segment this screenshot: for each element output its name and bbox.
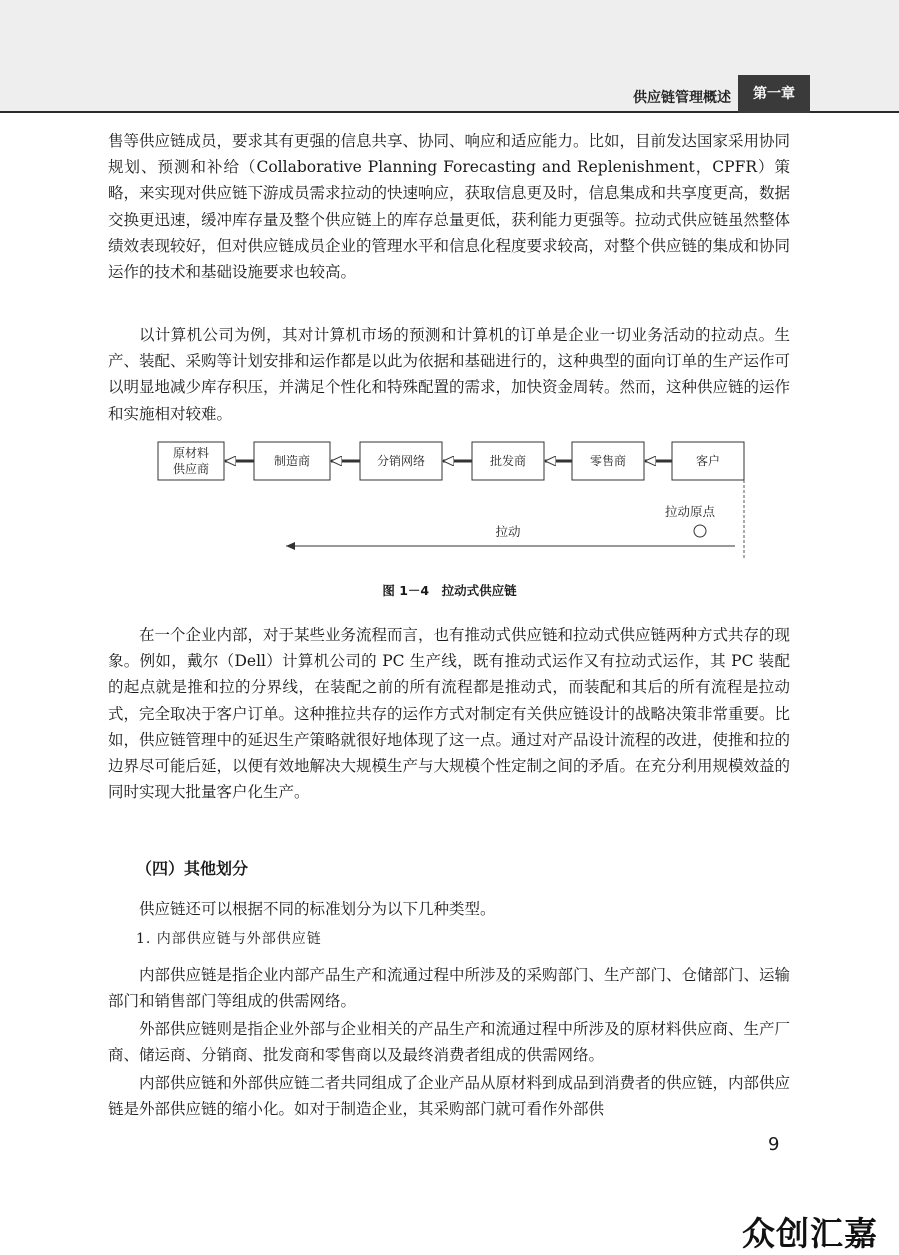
paragraph-5: 内部供应链是指企业内部产品生产和流通过程中所涉及的采购部门、生产部门、仓储部门、运输部门和销售部门等组成的供需网络。 (108, 966, 791, 1011)
pull-label: 拉动 (495, 524, 521, 539)
node-label: 原材料 (172, 446, 210, 460)
paragraph-6: 外部供应链则是指企业外部与企业相关的产品生产和流通过程中所涉及的原材料供应商、生产厂商、储运商、分销商、批发商和零售商以及最终消费者组成的供需网络。 (108, 1020, 791, 1065)
node-label: 分销网络 (376, 454, 426, 468)
node-manufacturer (254, 442, 330, 480)
node-customer (672, 442, 744, 480)
node-label: 批发商 (489, 454, 527, 468)
node-retailer (572, 442, 644, 480)
node-distribution-network (360, 442, 442, 480)
subsection-heading: 1. 内部供应链与外部供应链 (136, 931, 322, 947)
paragraph-2: 以计算机公司为例，其对计算机市场的预测和计算机的订单是企业一切业务活动的拉动点。生产、装配、采购等计划安排和运作都是以此为依据和基础进行的，这种典型的面向订单的生产运作可以明显地减少库存积压，并满足个性化和特殊配置的需求，加快资金周转。然而，这种供应链的运作和实施相对较难。 (108, 326, 791, 423)
chapter-tab: 第一章 (738, 75, 810, 113)
node-label: 制造商 (273, 454, 311, 468)
page-number: 9 (768, 1134, 780, 1155)
paragraph-1: 售等供应链成员，要求其有更强的信息共享、协同、响应和适应能力。比如，目前发达国家采用协同规划、预测和补给（Collaborative Planning Forecasting and Replenishment，CPFR）策略，来实现对供应链下游成员需求拉动的快速响应，获取信息更及时，信息集成和共享度更高，数据交换更迅速，缓冲库存量及整个供应链上的库存总量更低，获利能力更强等。拉动式供应链虽然整体绩效表现较好，但对供应链成员企业的管理水平和信息化程度要求较高，对整个供应链的集成和协同运作的技术和基础设施要求也较高。 (108, 132, 791, 282)
node-label: 供应商 (172, 462, 210, 476)
watermark: 众创汇嘉 (742, 1214, 878, 1253)
paragraph-4: 供应链还可以根据不同的标准划分为以下几种类型。 (139, 900, 496, 918)
running-title: 供应链管理概述 (633, 90, 731, 106)
node-raw-material-supplier (158, 442, 224, 480)
node-label: 零售商 (589, 454, 627, 468)
node-label: 客户 (695, 454, 721, 468)
paragraph-3: 在一个企业内部，对于某些业务流程而言，也有推动式供应链和拉动式供应链两种方式共存的现象。例如，戴尔（Dell）计算机公司的 PC 生产线，既有推动式运作又有拉动式运作，其 PC 装配的起点就是推和拉的分界线，在装配之前的所有流程都是推动式，而装配和其后的所有流程是拉动式，完全取决于客户订单。这种推拉共存的运作方式对制定有关供应链设计的战略决策非常重要。比如，供应链管理中的延迟生产策略就很好地体现了这一点。通过对产品设计流程的改进，使推和拉的边界尽可能后延，以便有效地解决大规模生产与大规模个性定制之间的矛盾。在充分利用规模效益的同时实现大批量客户化生产。 (108, 626, 791, 802)
pull-origin-label: 拉动原点 (664, 504, 716, 519)
figure-caption: 图 1－4 拉动式供应链 (382, 583, 517, 598)
section-heading: （四）其他划分 (136, 859, 249, 878)
pull-origin-marker (694, 525, 706, 537)
paragraph-7: 内部供应链和外部供应链二者共同组成了企业产品从原材料到成品到消费者的供应链，内部供应链是外部供应链的缩小化。如对于制造企业，其采购部门就可看作外部供 (108, 1074, 791, 1119)
pull-supply-chain-diagram (150, 436, 750, 576)
node-wholesaler (472, 442, 544, 480)
